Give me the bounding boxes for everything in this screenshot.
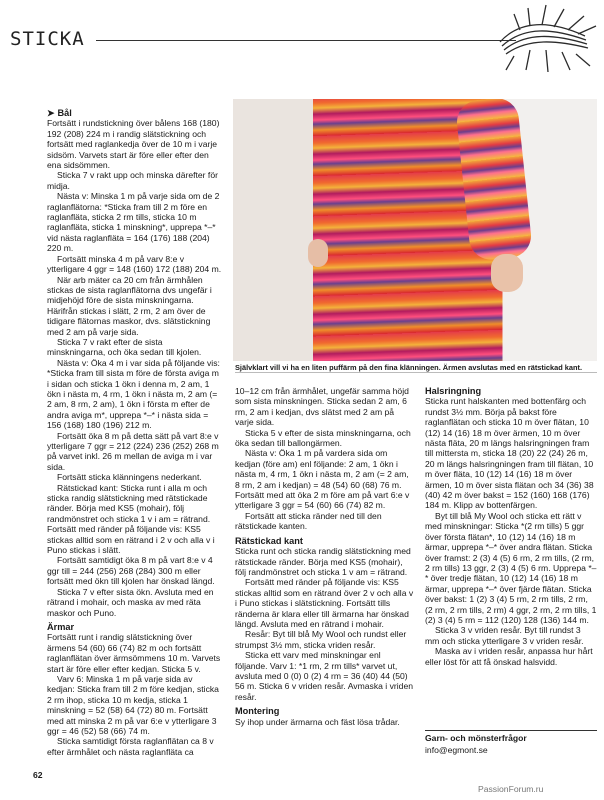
para: Rätstickad kant: Sticka runt i alla m och sticka randig slätstickning med rätstickade ränder. Börja med KS5 (mohair), följ randmönstret och sticka 1 v i am = rätrand. Fortsätt med ränder på följande vis: KS5 stickas alltid som en rätrand i 2 v och alla v i Puno stickas i slätt. <box>47 482 215 556</box>
middle-column <box>235 386 415 727</box>
dress-photo <box>233 99 597 361</box>
credits-rule <box>425 730 597 731</box>
hand-shape <box>308 239 328 267</box>
para: Sticka 7 v rakt efter de sista minskningarna, och öka sedan till kjolen. <box>47 336 202 358</box>
para: Sticka samtidigt första raglanflätan ca 8 v efter ärmhålet och nästa raglanfläta ca <box>47 736 214 757</box>
right-column <box>425 386 597 667</box>
para: Sticka 7 v efter sista ökn. Avsluta med en rätrand i mohair, och maska av med räta maskor och Puno. <box>47 586 214 618</box>
para: Maska av i vriden resår, anpassa hur hårt eller löst för att få önskad halsvidd. <box>425 646 593 667</box>
heading-bal: ➤ Bål <box>47 108 72 118</box>
heading-kant: Rätstickad kant <box>235 535 303 546</box>
para: Fortsätt runt i randig slätstickning över ärmens 54 (60) 66 (74) 82 m och fortsätt raglanflätan över ärmsömmens 10 m. Varvets start är före eller efter kedjan. Sticka 5 v. <box>47 632 221 674</box>
page-header <box>0 0 604 80</box>
left-column <box>47 104 222 757</box>
para: Nästa v: Öka 4 m i var sida på följande vis: *Sticka fram till sista m före de första aviga m i sidan och sticka 1 ökn i denna m, 2 am, 1 ökn i nästa m, 4 rm, 1 ökn i nästa m, 2 am (= 2 am, 8 rm, 2 am), 1 ökn i första m efter de andra aviga m*, upprepa *–* i nästa sida = 156 (168) 180 (196) 212 m. <box>47 357 220 431</box>
credits-title: Garn- och mönsterfrågor <box>425 733 527 743</box>
para: Fortsätt att sticka ränder ned till den rätstickade kanten. <box>235 510 382 532</box>
caption-rule <box>235 372 597 373</box>
heading-armar: Ärmar <box>47 621 75 632</box>
para: Fortsätt öka 8 m på detta sätt på vart 8:e v ytterligare 7 ggr = 212 (224) 236 (252) 268 m på varvet inkl. 26 m mellan de aviga m i var sida. <box>47 430 219 472</box>
para: Sticka 5 v efter de sista minskningarna, och öka sedan till ballongärmen. <box>235 427 411 449</box>
heading-halsringning: Halsringning <box>425 386 482 396</box>
para: Varv 6: Minska 1 m på varje sida av kedjan: Sticka fram till 2 m före kedjan, sticka 2 rm ihop, sticka 10 m kedja, sticka 1 minskning = 52 (58) 64 (72) 80 m. Fortsätt med att minska 2 m på var 6:e v ytterligare 3 ggr = 46 (52) 58 (66) 74 m. <box>47 673 219 736</box>
para: Sticka runt halskanten med bottenfärg och rundst 3½ mm. Börja på bakst före raglanflätan och sticka 10 m över flätan, 10 (12) 14 (16) 18 m över ärmen, 10 m över nästa fläta, 20 m längs halsringningen fram till mittersta m, sticka 18 (20) 22 (24) 26 m, 20 m längs halsringningen fram till flätan, 10 m över fläta, 10 (12) 14 (16) 18 m över ärmen, 10 m över sista flätan och 34 (36) 38 (40) 42 m över bakst = 152 (160) 168 (176) 184 m. Klipp av bottenfärgen. <box>425 396 594 511</box>
para: Byt till blå My Wool och sticka ett rätt v med minskningar: Sticka *(2 rm tills) 5 ggr över första flätan*, 10 (12) 14 (16) 18 m ärmar, upprepa *–* över andra flätan. Sticka över framst: 2 (3) 4 (5) 6 rm, 2 rm tills, (2 rm, 2 rm tills) 13 ggr, 2 (3) 4 (5) 6 rm. Upprepa *–* över tredje flätan, 10 (12) 14 (16) 18 m ärmar, upprepa *–* över fjärde flätan. Sticka över bakst: 1 (2) 3 (4) 5 rm, 2 rm tills, 2 rm, (2 rm, 2 rm tills, 2 rm) 4 ggr, 2 rm, 2 rm tills, 1 (2) 3 (4) 5 rm = 112 (120) 128 (136) 144 m. <box>425 510 597 625</box>
header-rule <box>96 40 516 41</box>
para: Nästa v: Öka 1 m på vardera sida om kedjan (före am) enl följande: 2 am, 1 ökn i nästa m, 4 rm, 1 ökn i nästa m, 2 am (= 2 am, 8 rm, 2 am i kedjan) = 48 (54) 60 (68) 76 m. Fortsätt med att öka 2 m före am på vart 6:e v ytterligare 3 ggr = 54 (60) 66 (74) 82 m. <box>235 448 410 511</box>
watermark: PassionForum.ru <box>478 784 544 794</box>
arrow-right-icon: ➤ <box>47 108 55 118</box>
photo-background <box>233 99 597 361</box>
para: Sticka ett varv med minskningar enl följande. Varv 1: *1 rm, 2 rm tills* varvet ut, avsluta med 0 (0) 0 (2) 4 rm = 36 (40) 44 (50) 56 m. Sticka 6 v vriden resår. Avmaska i vriden resår. <box>235 650 413 702</box>
photo-caption: Självklart vill vi ha en liten puffärm på den fina klänningen. Ärmen avslutas med en rätstickad kant. <box>235 363 583 372</box>
credits-email[interactable]: info@egmont.se <box>425 745 488 755</box>
para: Sticka runt och sticka randig slätstickning med rätstickade ränder. Börja med KS5 (mohair), följ randmönstret och sticka 1 v am = rätrand. <box>235 546 411 577</box>
yarn-skein-icon <box>490 0 600 80</box>
para: Fortsätt minska 4 m på varv 8:e v ytterligare 4 ggr = 148 (160) 172 (188) 204 m. <box>47 253 222 275</box>
para: Sticka 7 v rakt upp och minska därefter för midja. <box>47 170 218 191</box>
page-number: 62 <box>33 770 43 780</box>
para: Fortsätt med ränder på följande vis: KS5 stickas alltid som en rätrand över 2 v och alla v i Puno stickas i slätstickning. Fortsätt tills ränderna är klara eller till ärmarna har önskad längd. Avsluta med en rätrand i mohair. <box>235 577 414 629</box>
hand-shape <box>491 254 523 292</box>
para: Fortsätt samtidigt öka 8 m på vart 8:e v 4 ggr till = 244 (256) 268 (284) 300 m eller fortsätt med ökn till kjolen har önskad längd. <box>47 555 215 587</box>
para: Sticka 3 v vriden resår. Byt till rundst 3 mm och sticka ytterligare 3 v vriden resår. <box>425 625 584 646</box>
para: Fortsätt sticka klänningens nederkant. <box>57 472 202 483</box>
para: När arb mäter ca 20 cm från ärmhålen stickas de sista raglanflätorna dvs ungefär i midjehöjd före de sista minskningarna. Härifrån stickas i slätt, 2 rm, 2 am över de tidigare flätornas maskor, dvs. slätstickning med 2 am på varje sida. <box>47 274 212 337</box>
section-title: STICKA <box>10 28 85 50</box>
para: 10–12 cm från ärmhålet, ungefär samma höjd som sista minskningen. Sticka sedan 2 am, 6 rm, 2 am i kedjan, dvs slätst med 2 am på varje sida. <box>235 386 409 428</box>
para: Sy ihop under ärmarna och fäst lösa trådar. <box>235 716 400 727</box>
para: Fortsätt i rundstickning över bålens 168 (180) 192 (208) 224 m i randig slätstickning och fortsätt med raglankedja över de 10 m i varje sidsöm. Varvets start är före eller efter den ena sidsömmen. <box>47 118 220 171</box>
para: Nästa v: Minska 1 m på varje sida om de 2 raglanflätorna: *Sticka fram till 2 m före en raglanfläta, sticka 2 rm tills, sticka 10 m raglanfläta, sticka 1 minskning*, upprepa *–* vid nästa raglanfläta = 164 (176) 188 (204) 220 m. <box>47 191 220 254</box>
heading-montering: Montering <box>235 706 280 717</box>
para: Resår: Byt till blå My Wool och rundst eller strumpst 3½ mm, sticka vriden resår. <box>235 629 407 650</box>
